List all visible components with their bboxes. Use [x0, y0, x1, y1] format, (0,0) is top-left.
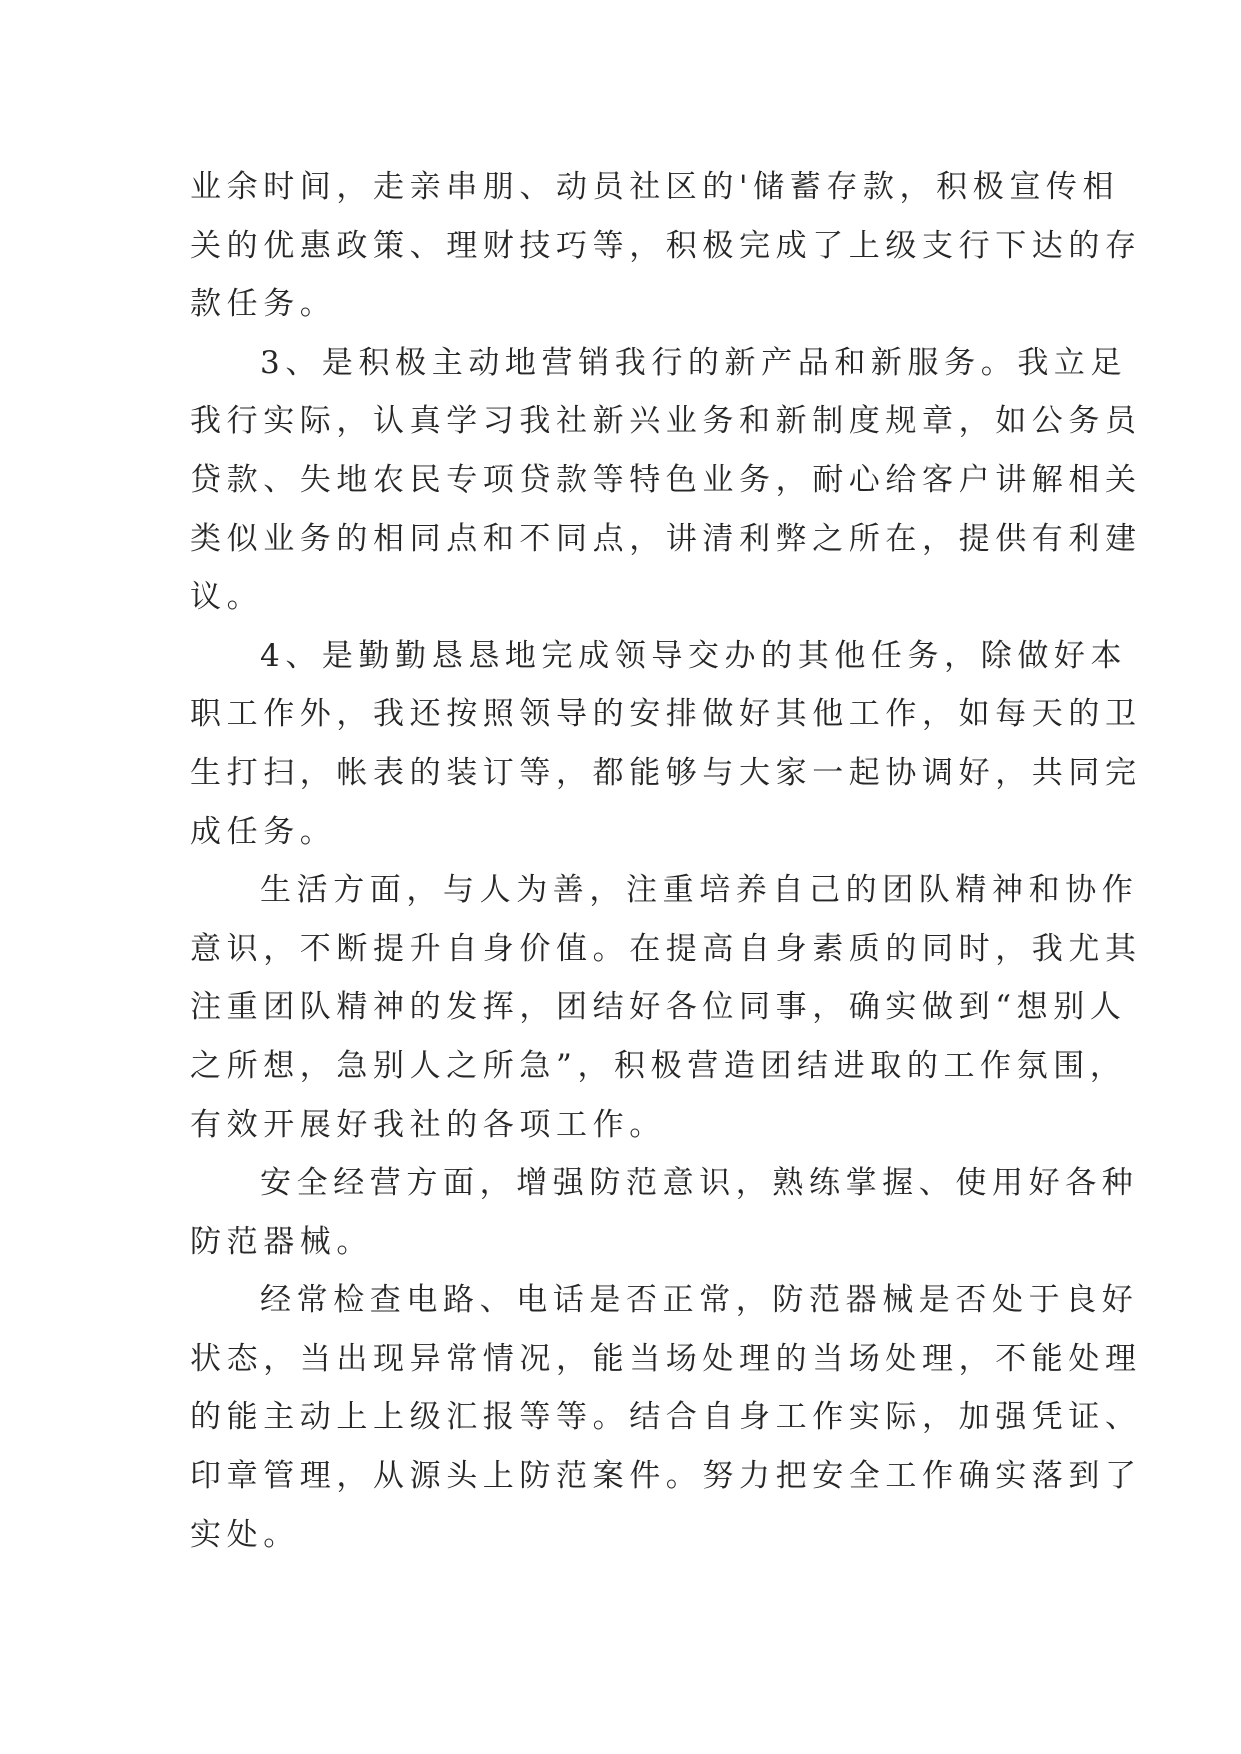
text-line: 款任务。 [190, 286, 337, 323]
text-line: 贷款、失地农民专项贷款等特色业务，耐心给客户讲解相关 [190, 461, 1142, 498]
text-line: 的能主动上上级汇报等等。结合自身工作实际，加强凭证、 [190, 1399, 1142, 1436]
text-line: 类似业务的相同点和不同点，讲清利弊之所在，提供有利建 [190, 520, 1142, 557]
text-line: 有效开展好我社的各项工作。 [190, 1106, 666, 1143]
text-line: 意识，不断提升自身价值。在提高自身素质的同时，我尤其 [190, 930, 1142, 967]
text-line: 我行实际，认真学习我社新兴业务和新制度规章，如公务员 [190, 403, 1142, 440]
text-line: 防范器械。 [190, 1223, 373, 1260]
text-line: 职工作外，我还按照领导的安排做好其他工作，如每天的卫 [190, 696, 1142, 733]
text-line: 印章管理，从源头上防范案件。努力把安全工作确实落到了 [190, 1458, 1142, 1495]
text-line: 议。 [190, 579, 264, 616]
text-line: 生打扫，帐表的装订等，都能够与大家一起协调好，共同完 [190, 754, 1142, 791]
text-line: 注重团队精神的发挥，团结好各位同事，确实做到“想别人 [190, 989, 1127, 1026]
text-line: 3、是积极主动地营销我行的新产品和新服务。我立足 [260, 344, 1128, 381]
text-line: 安全经营方面，增强防范意识，熟练掌握、使用好各种 [260, 1165, 1139, 1202]
text-line: 状态，当出现异常情况，能当场处理的当场处理，不能处理 [190, 1340, 1142, 1377]
text-line: 成任务。 [190, 813, 337, 850]
text-line: 4、是勤勤恳恳地完成领导交办的其他任务，除做好本 [260, 637, 1128, 674]
text-line: 生活方面，与人为善，注重培养自己的团队精神和协作 [260, 872, 1139, 909]
text-line: 经常检查电路、电话是否正常，防范器械是否处于良好 [260, 1282, 1139, 1319]
body-text [190, 158, 1142, 1564]
text-line: 实处。 [190, 1516, 300, 1553]
text-line: 关的优惠政策、理财技巧等，积极完成了上级支行下达的存 [190, 227, 1142, 264]
text-line: 之所想，急别人之所急”，积极营造团结进取的工作氛围， [190, 1047, 1127, 1084]
text-line: 业余时间，走亲串朋、动员社区的'储蓄存款，积极宣传相 [190, 169, 1120, 205]
